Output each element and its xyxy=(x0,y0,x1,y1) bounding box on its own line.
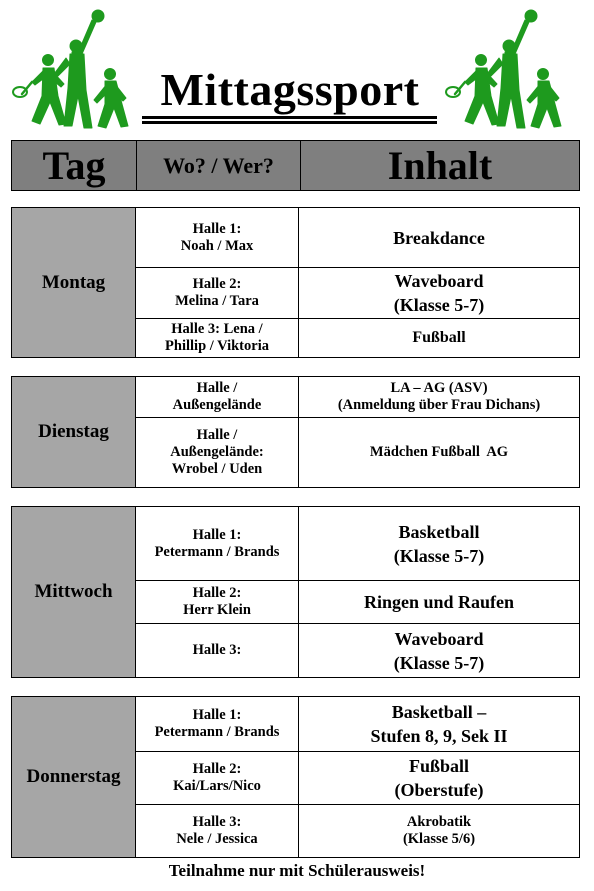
location-cell xyxy=(136,805,299,857)
title-underline xyxy=(142,116,437,119)
page-title: Mittagssport xyxy=(160,64,420,115)
activity-cell xyxy=(299,624,579,677)
activity-line: Waveboard xyxy=(394,628,484,649)
location-line: Halle 1: xyxy=(192,526,242,543)
sports-silhouettes-icon xyxy=(10,8,130,136)
location-cell xyxy=(136,697,299,751)
activity-line: LA – AG (ASV) xyxy=(390,380,488,396)
location-line: Petermann / Brands xyxy=(154,543,280,560)
table-row xyxy=(136,804,579,857)
location-line: Wrobel / Uden xyxy=(171,461,263,477)
location-cell xyxy=(136,377,299,417)
location-line: Außengelände: xyxy=(170,444,264,460)
activity-line: (Klasse 5-7) xyxy=(393,295,485,315)
footer-note: Teilnahme nur mit Schülerausweis! xyxy=(168,861,426,880)
activity-line: Waveboard xyxy=(394,271,484,291)
table-row xyxy=(136,751,579,804)
location-cell xyxy=(136,507,299,580)
table-header xyxy=(11,140,580,191)
title-underline xyxy=(142,121,437,124)
activity-line: Fußball xyxy=(412,329,466,346)
table-row xyxy=(136,507,579,580)
header-wo-wer: Wo? / Wer? xyxy=(137,141,301,190)
location-line: Halle 3: xyxy=(192,814,242,830)
table-row xyxy=(136,318,579,357)
activity-line: (Klasse 5-7) xyxy=(393,652,485,673)
location-cell xyxy=(136,581,299,623)
day-table-dienstag xyxy=(11,376,580,488)
table-row xyxy=(136,417,579,487)
activity-cell xyxy=(299,507,579,580)
table-row xyxy=(136,697,579,751)
activity-cell xyxy=(299,697,579,751)
location-cell xyxy=(136,208,299,267)
activity-line: Basketball – xyxy=(391,702,487,722)
location-line: Halle 2: xyxy=(192,761,242,777)
activity-line: Stufen 8, 9, Sek II xyxy=(370,726,508,746)
location-line: Melina / Tara xyxy=(175,293,259,309)
activity-cell xyxy=(299,268,579,318)
activity-line: (Oberstufe) xyxy=(394,780,484,800)
activity-line: (Anmeldung über Frau Dichans) xyxy=(337,397,541,413)
table-row xyxy=(136,208,579,267)
location-line: Halle 2: xyxy=(192,276,242,292)
activity-line: Fußball xyxy=(408,756,470,776)
day-name: Dienstag xyxy=(12,377,136,487)
location-line: Phillip / Viktoria xyxy=(165,338,269,354)
location-cell xyxy=(136,752,299,804)
location-cell xyxy=(136,624,299,677)
activity-line: Mädchen Fußball AG xyxy=(369,444,509,460)
table-row xyxy=(136,267,579,318)
location-line: Halle 1: xyxy=(192,707,242,723)
table-row xyxy=(136,580,579,623)
day-table-montag xyxy=(11,207,580,358)
location-cell xyxy=(136,268,299,318)
activity-cell xyxy=(299,208,579,267)
location-cell xyxy=(136,319,299,357)
header-tag: Tag xyxy=(12,141,137,190)
location-line: Herr Klein xyxy=(183,602,251,618)
activity-line: Basketball xyxy=(398,521,480,542)
table-row xyxy=(136,623,579,677)
activity-line: (Klasse 5/6) xyxy=(402,831,476,847)
location-line: Außengelände xyxy=(172,397,262,413)
location-line: Nele / Jessica xyxy=(176,831,258,847)
activity-line: Akrobatik xyxy=(406,814,472,830)
location-cell xyxy=(136,418,299,487)
location-line: Halle 1: xyxy=(192,220,242,237)
location-line: Halle 3: Lena / xyxy=(171,321,263,337)
table-row xyxy=(136,377,579,417)
activity-cell xyxy=(299,805,579,857)
activity-line: (Klasse 5-7) xyxy=(393,545,485,566)
day-table-donnerstag xyxy=(11,696,580,858)
activity-cell xyxy=(299,319,579,357)
activity-cell xyxy=(299,418,579,487)
location-line: Noah / Max xyxy=(180,237,254,254)
location-line: Petermann / Brands xyxy=(154,724,280,740)
location-line: Halle / xyxy=(196,427,238,443)
location-line: Halle / xyxy=(196,380,238,396)
activity-line: Ringen und Raufen xyxy=(363,592,515,612)
activity-cell xyxy=(299,581,579,623)
header-inhalt: Inhalt xyxy=(387,143,493,188)
day-table-mittwoch xyxy=(11,506,580,678)
day-name: Mittwoch xyxy=(12,507,136,677)
activity-cell xyxy=(299,752,579,804)
day-name: Donnerstag xyxy=(12,697,136,857)
activity-line: Breakdance xyxy=(393,227,485,248)
location-line: Halle 2: xyxy=(192,585,242,601)
day-name: Montag xyxy=(12,208,136,357)
location-line: Halle 3: xyxy=(192,642,242,658)
activity-cell xyxy=(299,377,579,417)
location-line: Kai/Lars/Nico xyxy=(173,778,261,794)
sports-silhouettes-icon xyxy=(443,8,563,136)
